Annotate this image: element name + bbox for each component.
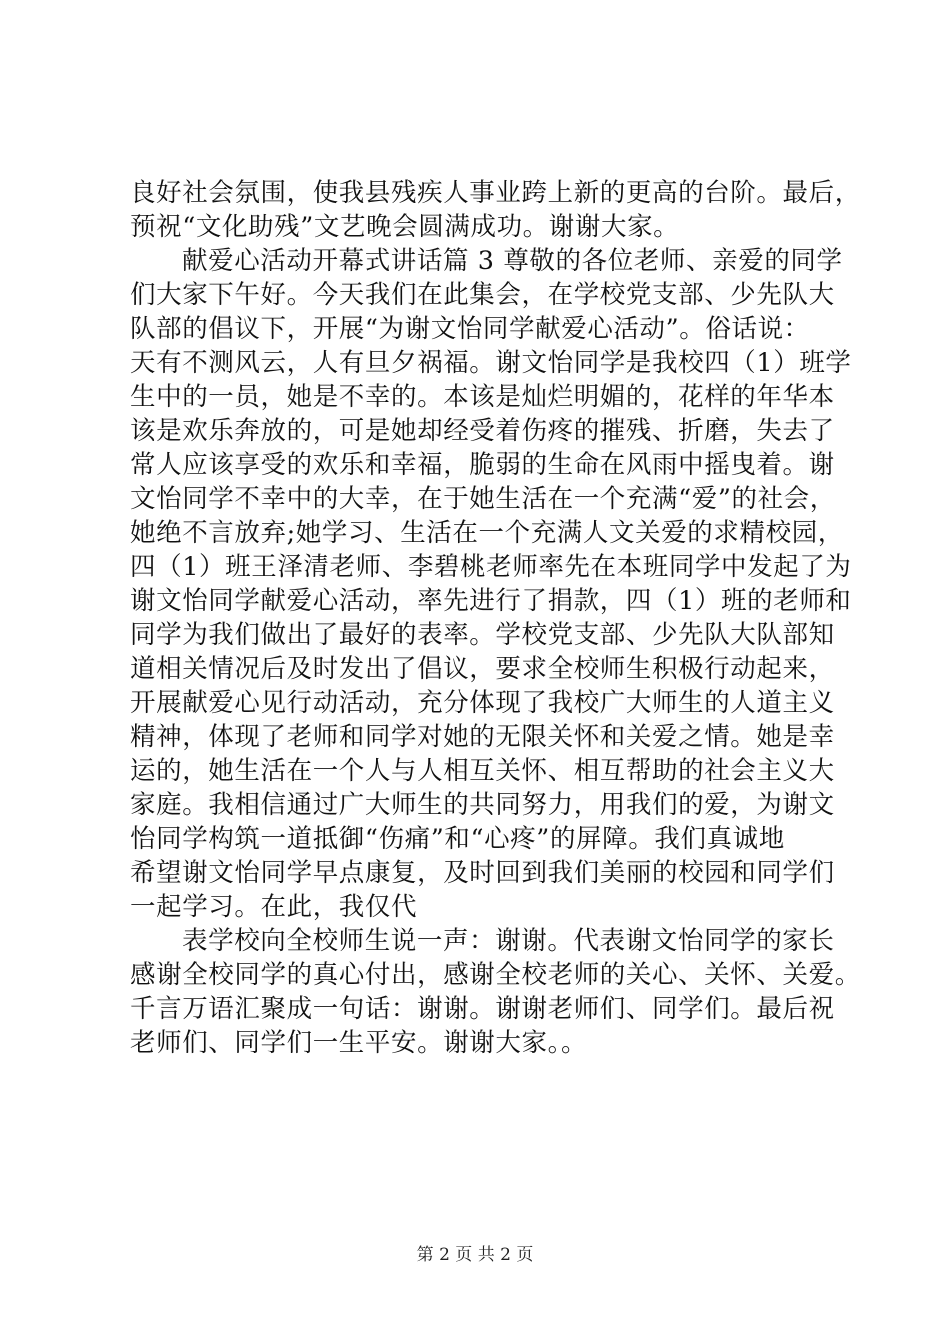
text-line: 良好社会氛围，使我县残疾人事业跨上新的更高的台阶。最后， xyxy=(130,178,861,208)
text-line: 文怡同学不幸中的大幸，在于她生活在一个充满“爱”的社会， xyxy=(130,484,836,514)
text-line: 该是欢乐奔放的，可是她却经受着伤疼的摧残、折磨，失去了 xyxy=(130,416,835,446)
text-line: 运的，她生活在一个人与人相互关怀、相互帮助的社会主义大 xyxy=(130,756,835,786)
text-line: 预祝“文化助残”文艺晚会圆满成功。谢谢大家。 xyxy=(130,212,680,242)
text-line: 怡同学构筑一道抵御“伤痛”和“心疼”的屏障。我们真诚地 xyxy=(130,824,785,854)
text-line: 生中的一员，她是不幸的。本该是灿烂明媚的，花样的年华本 xyxy=(130,382,835,412)
paragraph-start-line: 表学校向全校师生说一声：谢谢。代表谢文怡同学的家长 xyxy=(182,926,835,956)
text-line: 老师们、同学们一生平安。谢谢大家。。 xyxy=(130,1028,588,1058)
text-line: 四（1）班王泽清老师、李碧桃老师率先在本班同学中发起了为 xyxy=(130,552,852,582)
text-line: 家庭。我相信通过广大师生的共同努力，用我们的爱，为谢文 xyxy=(130,790,835,820)
text-line: 常人应该享受的欢乐和幸福，脆弱的生命在风雨中摇曳着。谢 xyxy=(130,450,835,480)
text-line: 天有不测风云，人有旦夕祸福。谢文怡同学是我校四（1）班学 xyxy=(130,348,852,378)
text-line: 谢文怡同学献爱心活动，率先进行了捐款，四（1）班的老师和 xyxy=(130,586,852,616)
text-line: 精神，体现了老师和同学对她的无限关怀和关爱之情。她是幸 xyxy=(130,722,835,752)
text-line: 一起学习。在此，我仅代 xyxy=(130,892,418,922)
text-line: 她绝不言放弃;她学习、生活在一个充满人文关爱的求精校园， xyxy=(130,518,844,548)
text-line: 们大家下午好。今天我们在此集会，在学校党支部、少先队大 xyxy=(130,280,835,310)
paragraph-start-line: 献爱心活动开幕式讲话篇 3 尊敬的各位老师、亲爱的同学 xyxy=(182,246,843,276)
document-body xyxy=(130,176,861,1060)
page-number-footer: 第 2 页 共 2 页 xyxy=(416,1245,534,1265)
text-line: 同学为我们做出了最好的表率。学校党支部、少先队大队部知 xyxy=(130,620,835,650)
text-line: 队部的倡议下，开展“为谢文怡同学献爱心活动”。俗话说： xyxy=(130,314,810,344)
text-line: 感谢全校同学的真心付出，感谢全校老师的关心、关怀、关爱。 xyxy=(130,960,861,990)
text-line: 开展献爱心见行动活动，充分体现了我校广大师生的人道主义 xyxy=(130,688,835,718)
text-line: 道相关情况后及时发出了倡议，要求全校师生积极行动起来， xyxy=(130,654,835,684)
text-line: 希望谢文怡同学早点康复，及时回到我们美丽的校园和同学们 xyxy=(130,858,835,888)
text-line: 千言万语汇聚成一句话：谢谢。谢谢老师们、同学们。最后祝 xyxy=(130,994,835,1024)
